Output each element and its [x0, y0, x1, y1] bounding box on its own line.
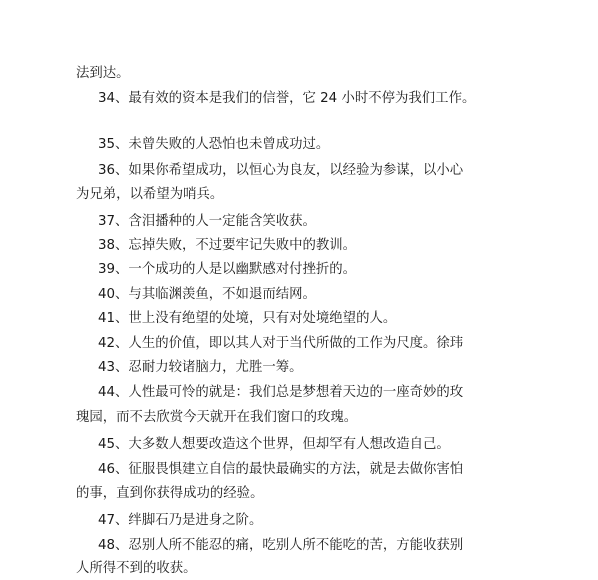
text-line: 为兄弟，以希望为哨兵。: [76, 187, 224, 202]
text-line: 48、忍别人所不能忍的痛，吃别人所不能吃的苦，方能收获别: [98, 538, 464, 553]
text-line: 40、与其临渊羡鱼，不如退而结网。: [98, 287, 316, 302]
text-line: 34、最有效的资本是我们的信誉，它 24 小时不停为我们工作。: [98, 91, 476, 106]
text-line: 43、忍耐力较诸脑力，尤胜一筹。: [98, 360, 303, 375]
text-line: 37、含泪播种的人一定能含笑收获。: [98, 214, 316, 229]
text-line: 41、世上没有绝望的处境，只有对处境绝望的人。: [98, 311, 397, 326]
text-line: 47、绊脚石乃是进身之阶。: [98, 513, 263, 528]
text-line: 46、征服畏惧建立自信的最快最确实的方法，就是去做你害怕: [98, 462, 464, 477]
text-line: 的事，直到你获得成功的经验。: [76, 486, 264, 501]
text-line: 人所得不到的收获。: [76, 561, 197, 576]
text-line: 45、大多数人想要改造这个世界，但却罕有人想改造自己。: [98, 437, 450, 452]
text-line: 35、未曾失败的人恐怕也未曾成功过。: [98, 137, 330, 152]
text-line: 36、如果你希望成功，以恒心为良友，以经验为参谋，以小心: [98, 163, 464, 178]
text-line: 瑰园，而不去欣赏今天就开在我们窗口的玫瑰。: [76, 410, 358, 425]
text-line: 法到达。: [76, 66, 130, 81]
text-line: 38、忘掉失败，不过要牢记失败中的教训。: [98, 238, 357, 253]
text-line: 42、人生的价值，即以其人对于当代所做的工作为尺度。徐玮: [98, 336, 464, 351]
text-line: 44、人性最可怜的就是：我们总是梦想着天边的一座奇妙的玫: [98, 385, 464, 400]
text-line: 39、一个成功的人是以幽默感对付挫折的。: [98, 262, 357, 277]
